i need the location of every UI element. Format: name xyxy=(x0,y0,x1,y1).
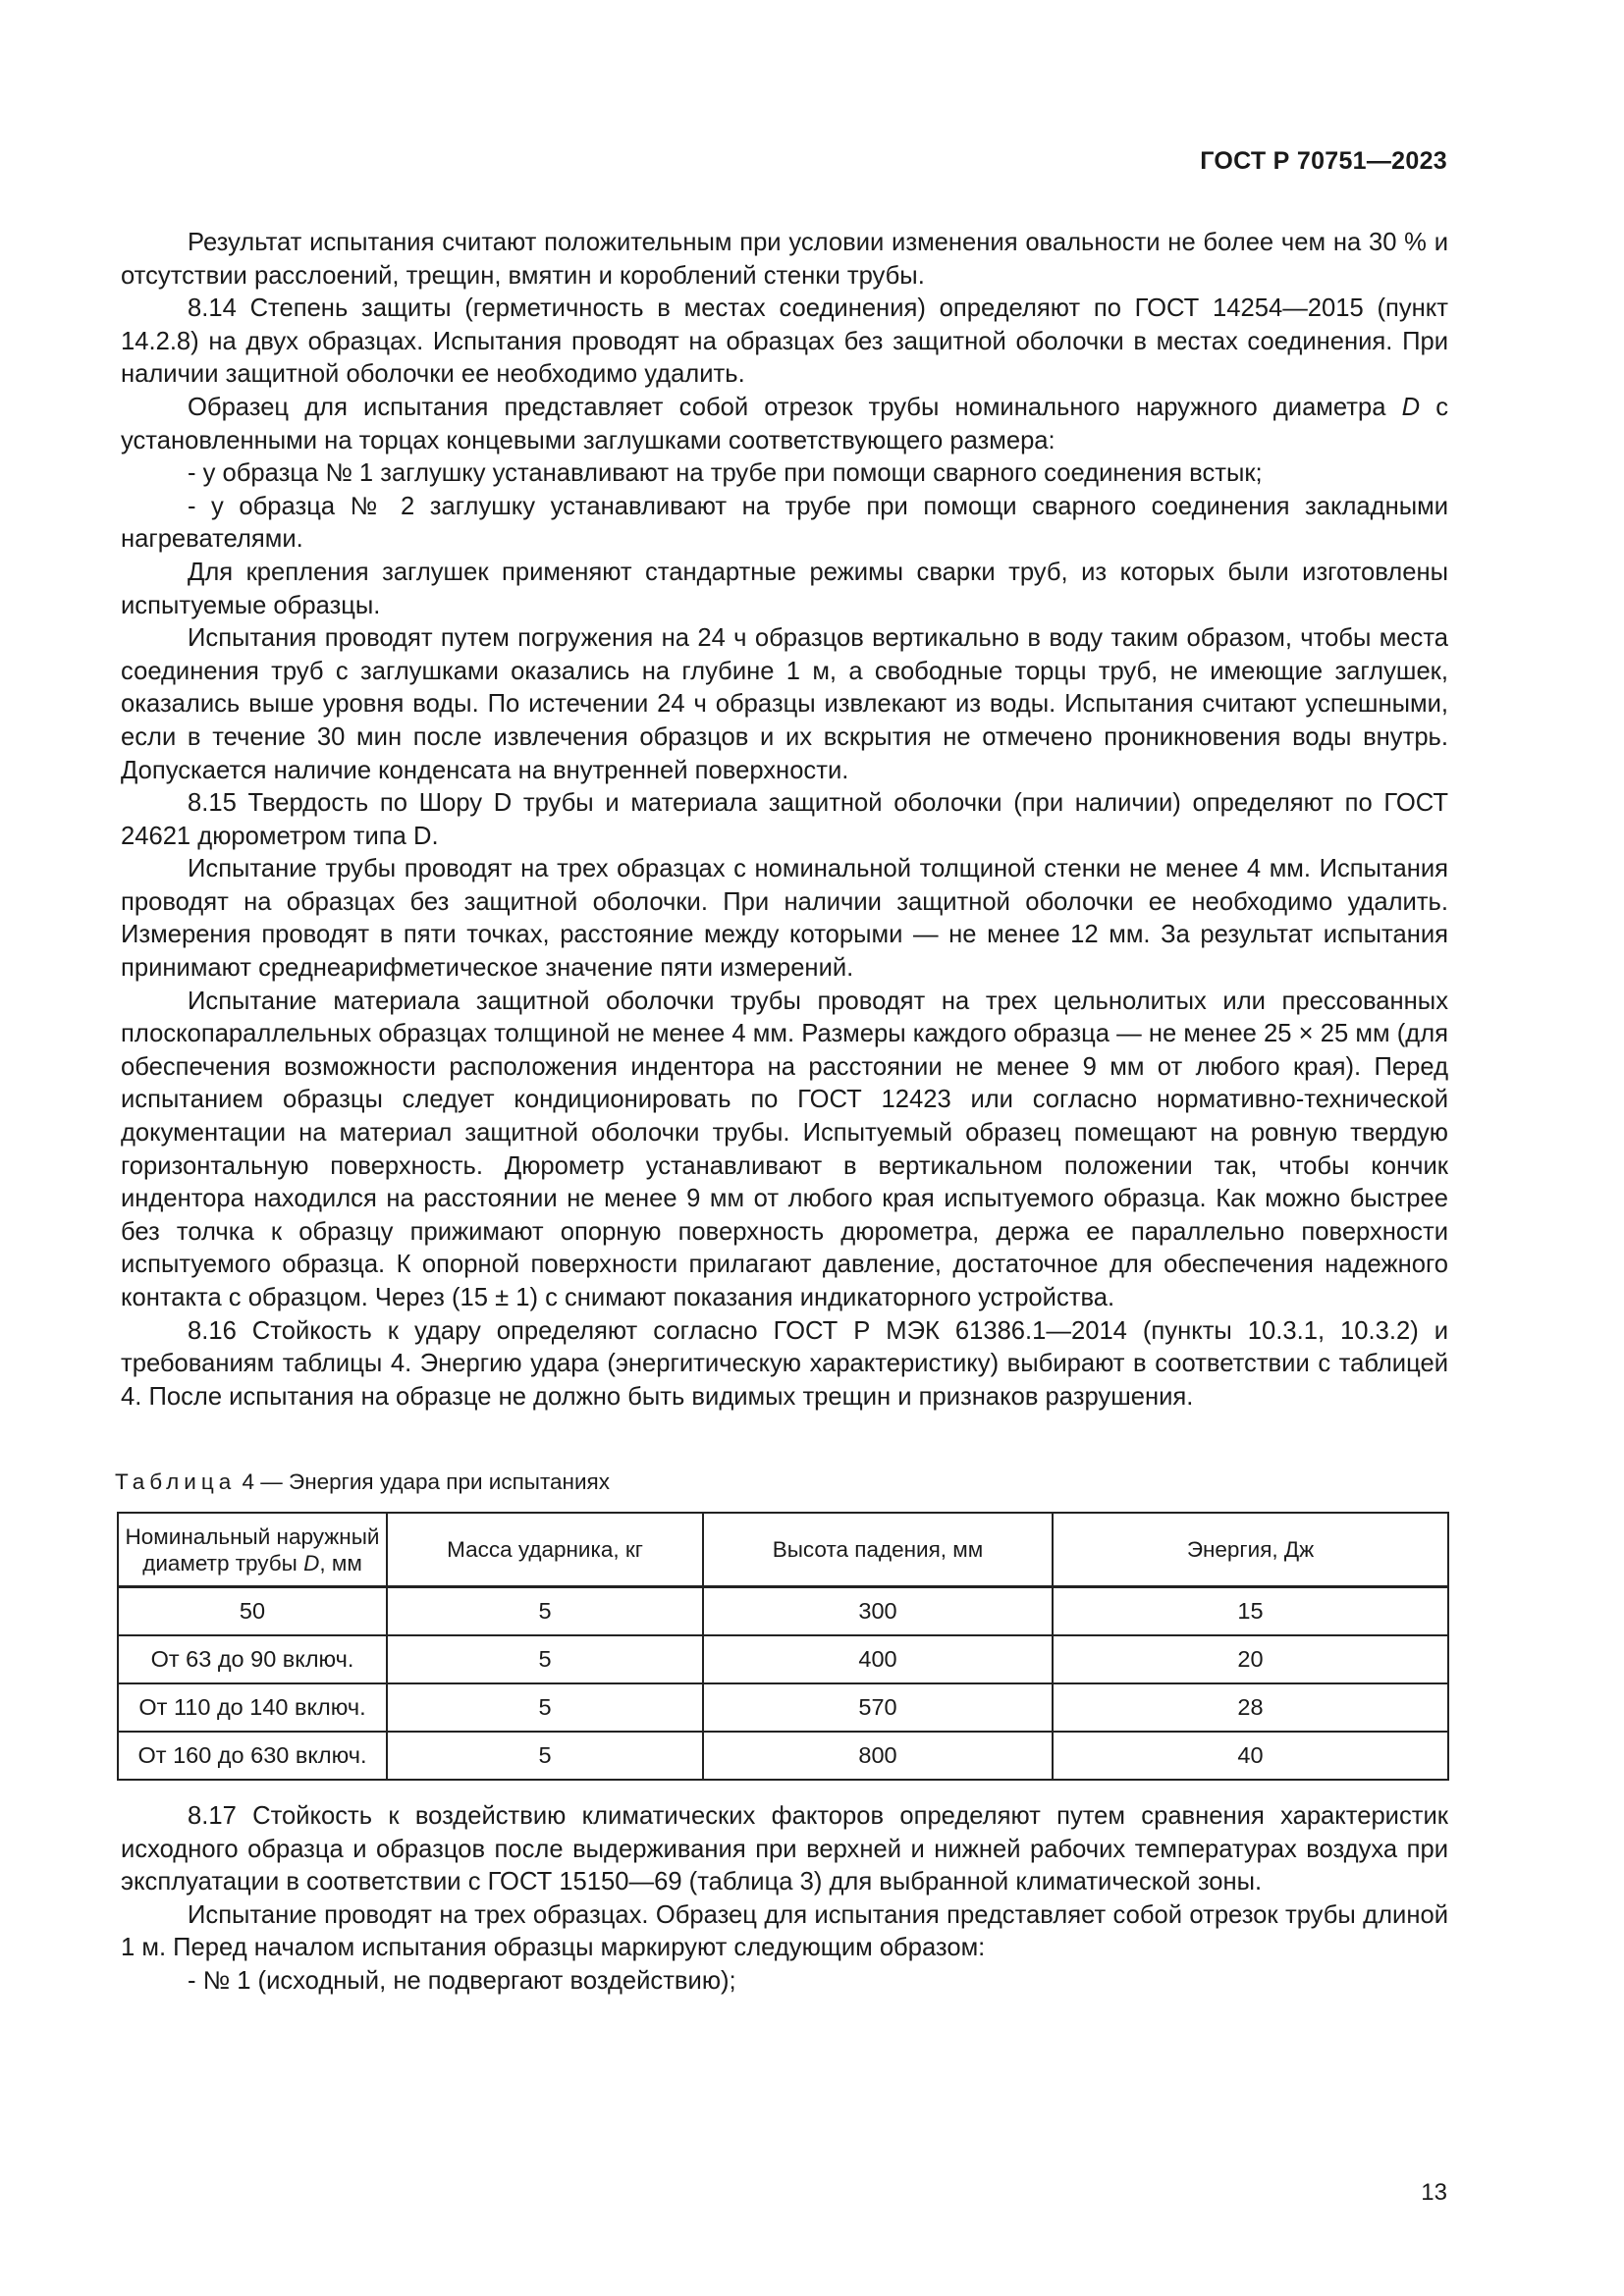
table-cell: 570 xyxy=(703,1683,1053,1732)
header-diameter-line2: диаметр трубы xyxy=(142,1550,298,1575)
header-diameter-unit: , мм xyxy=(319,1550,362,1575)
list-item: - № 1 (исходный, не подвергают воздействию); xyxy=(188,1966,736,1995)
table-cell: 300 xyxy=(703,1587,1053,1636)
paragraph-8-15: 8.15 Твердость по Шору D трубы и материала защитной оболочки (при наличии) определяют по ГОСТ 24621 дюрометром типа D. xyxy=(121,789,1448,850)
table-row xyxy=(118,1587,1448,1636)
table-cell: 15 xyxy=(1053,1587,1448,1636)
table-caption-word: Таблица xyxy=(115,1469,237,1494)
table-row xyxy=(118,1732,1448,1780)
table-cell: 400 xyxy=(703,1635,1053,1683)
table-cell: 28 xyxy=(1053,1683,1448,1732)
table-cell: 40 xyxy=(1053,1732,1448,1780)
table-cell: 20 xyxy=(1053,1635,1448,1683)
list-item: - у образца № 1 заглушку устанавливают на трубе при помощи сварного соединения встык; xyxy=(188,459,1263,488)
body-text-bottom xyxy=(121,1800,1448,1999)
paragraph: Испытания проводят путем погружения на 24 ч образцов вертикально в воду таким образом, чтобы места соединения труб с заглушками оказались на глубине 1 м, а свободные торцы труб, не имеющие заглушек, оказались выше уровня воды. По истечении 24 ч образцы извлекают из воды. Испытания считают успешными, если в течение 30 мин после извлечения образцов и их вскрытия не отмечено проникновения воды внутрь. Допускается наличие конденсата на внутренней поверхности. xyxy=(121,624,1448,784)
page-number: 13 xyxy=(1421,2179,1447,2206)
impact-energy-table xyxy=(117,1512,1449,1781)
table-header-row xyxy=(118,1513,1448,1587)
table-cell: 50 xyxy=(118,1587,387,1636)
diameter-symbol: D xyxy=(1401,393,1421,421)
list-item: - у образца № 2 заглушку устанавливают на трубе при помощи сварного соединения закладными нагревателями. xyxy=(121,492,1448,554)
paragraph: Испытание проводят на трех образцах. Образец для испытания представляет собой отрезок трубы длиной 1 м. Перед началом испытания образцы маркируют следующим образом: xyxy=(121,1900,1448,1962)
paragraph-8-14: 8.14 Степень защиты (герметичность в местах соединения) определяют по ГОСТ 14254—2015 (пункт 14.2.8) на двух образцах. Испытания проводят на образцах без защитной оболочки в местах соединения. При наличии защитной оболочки ее необходимо удалить. xyxy=(121,294,1448,389)
header-height: Высота падения, мм xyxy=(703,1513,1053,1587)
table-cell: От 110 до 140 включ. xyxy=(118,1683,387,1732)
header-diameter xyxy=(118,1513,387,1587)
table-row xyxy=(118,1683,1448,1732)
paragraph: Для крепления заглушек применяют стандартные режимы сварки труб, из которых были изготовлены испытуемые образцы. xyxy=(121,558,1448,619)
paragraph: Результат испытания считают положительным при условии изменения овальности не более чем на 30 % и отсутствии расслоений, трещин, вмятин и короблений стенки трубы. xyxy=(121,229,1448,290)
paragraph-8-16: 8.16 Стойкость к удару определяют согласно ГОСТ Р МЭК 61386.1—2014 (пункты 10.3.1, 10.3.2) и требованиям таблицы 4. Энергию удара (энергитическую характеристику) выбирают в соответствии с таблицей 4. После испытания на образце не должно быть видимых трещин и признаков разрушения. xyxy=(121,1316,1448,1411)
table-cell: 5 xyxy=(387,1683,703,1732)
table-cell: 5 xyxy=(387,1732,703,1780)
paragraph-text: с установленными на торцах концевыми заглушками соответствующего размера: xyxy=(121,393,1448,454)
header-diameter-symbol: D xyxy=(303,1550,320,1575)
table-cell: От 160 до 630 включ. xyxy=(118,1732,387,1780)
table-cell: От 63 до 90 включ. xyxy=(118,1635,387,1683)
header-diameter-line1: Номинальный наружный xyxy=(125,1523,380,1549)
paragraph: Испытание трубы проводят на трех образцах с номинальной толщиной стенки не менее 4 мм. Испытания проводят на образцах без защитной оболочки. При наличии защитной оболочки ее необходимо удалить. Измерения проводят в пяти точках, расстояние между которыми — не менее 12 мм. За результат испытания принимают среднеарифметическое значение пяти измерений. xyxy=(121,855,1448,983)
paragraph: Испытание материала защитной оболочки трубы проводят на трех цельнолитых или прессованных плоскопараллельных образцах толщиной не менее 4 мм. Размеры каждого образца — не менее 25 × 25 мм (для обеспечения возможности расположения индентора на расстоянии не менее 9 мм от любого края). Перед испытанием образцы следует кондиционировать по ГОСТ 12423 или согласно нормативно-технической документации на материал защитной оболочки трубы. Испытуемый образец помещают на ровную твердую горизонтальную поверхность. Дюрометр устанавливают в вертикальном положении так, чтобы кончик индентора находился на расстоянии не менее 9 мм от любого края испытуемого образца. Как можно быстрее без толчка к образцу прижимают опорную поверхность дюрометра, держа ее параллельно поверхности испытуемого образца. К опорной поверхности прилагают давление, достаточное для обеспечения надежного контакта с образцом. Через (15 ± 1) с снимают показания индикаторного устройства. xyxy=(121,987,1448,1311)
paragraph-8-17: 8.17 Стойкость к воздействию климатических факторов определяют путем сравнения характеристик исходного образца и образцов после выдерживания при верхней и нижней рабочих температурах воздуха при эксплуатации в соответствии с ГОСТ 15150—69 (таблица 3) для выбранной климатической зоны. xyxy=(121,1802,1448,1896)
table-cell: 5 xyxy=(387,1635,703,1683)
header-mass: Масса ударника, кг xyxy=(387,1513,703,1587)
table-row xyxy=(118,1635,1448,1683)
table-caption xyxy=(115,1469,610,1495)
standard-header: ГОСТ Р 70751—2023 xyxy=(1200,147,1447,175)
body-text-top xyxy=(121,227,1448,1414)
table-cell: 800 xyxy=(703,1732,1053,1780)
paragraph-text: Образец для испытания представляет собой отрезок трубы номинального наружного диаметра xyxy=(188,393,1386,421)
header-energy: Энергия, Дж xyxy=(1053,1513,1448,1587)
paragraph-sample-description xyxy=(121,392,1448,457)
table-cell: 5 xyxy=(387,1587,703,1636)
table-caption-title: 4 — Энергия удара при испытаниях xyxy=(242,1469,610,1494)
